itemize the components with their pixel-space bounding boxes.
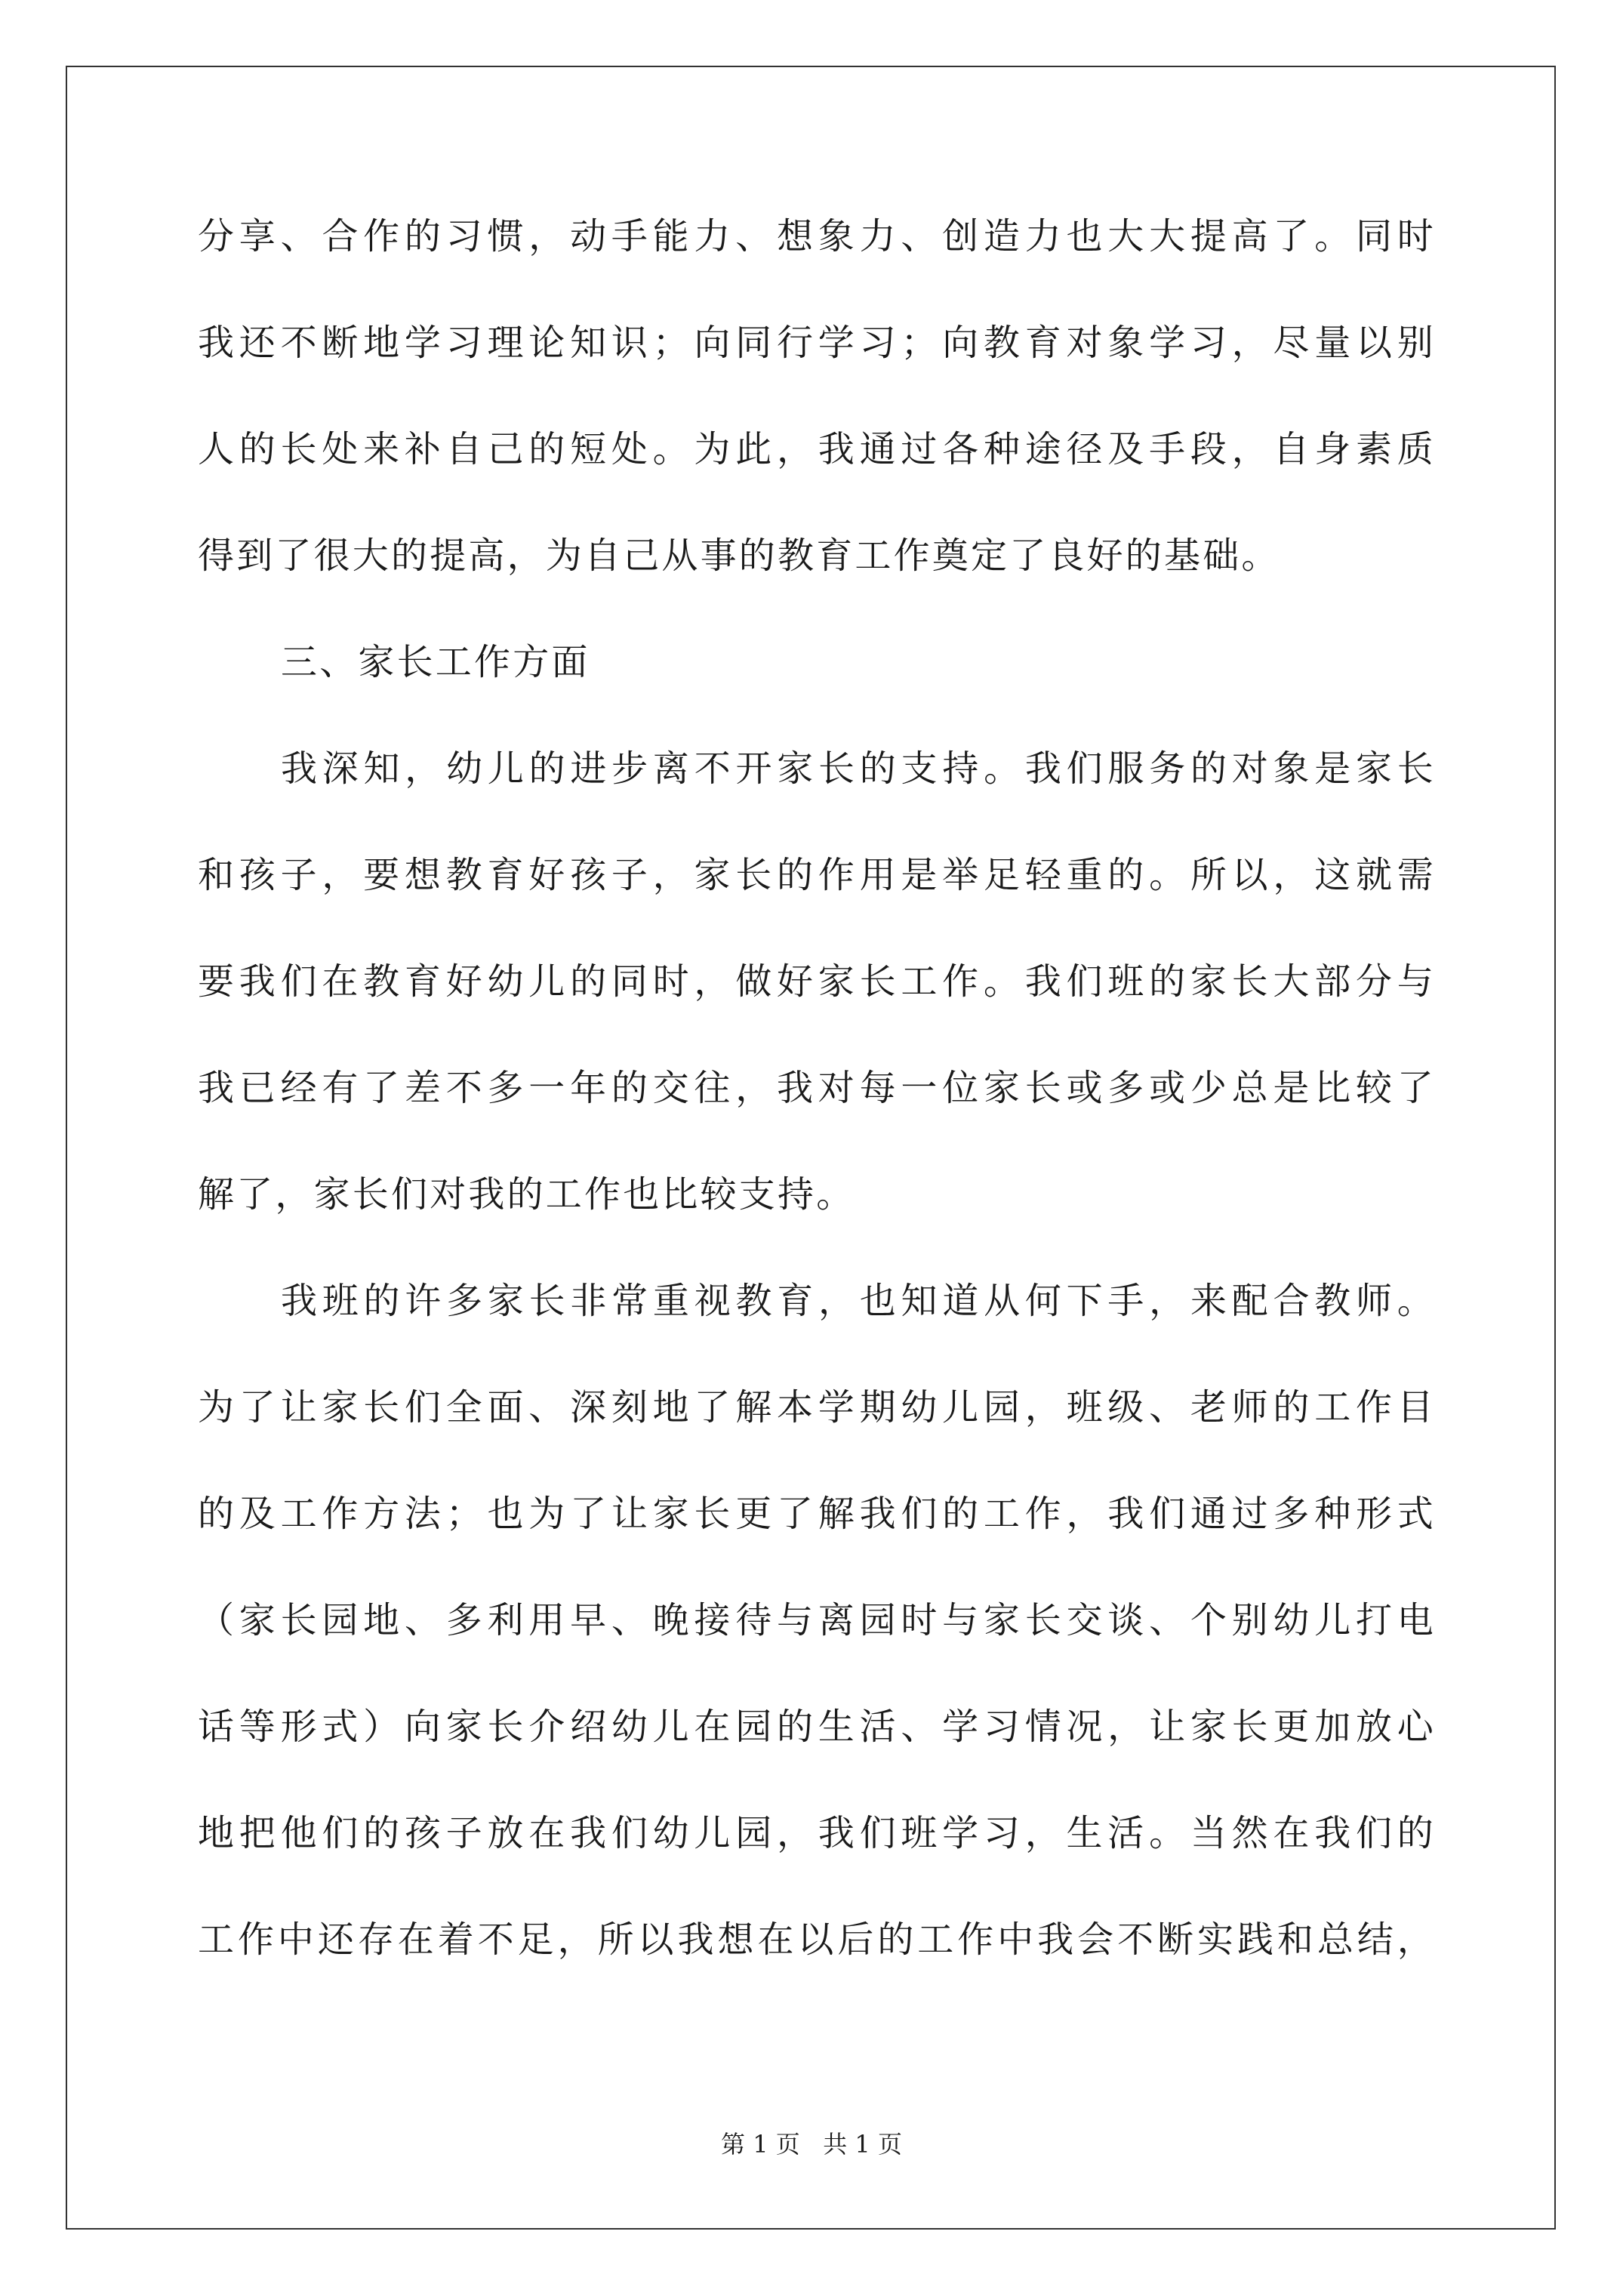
text-line: 我深知，幼儿的进步离不开家长的支持。我们服务的对象是家长 [281, 747, 1436, 790]
text-line: 为了让家长们全面、深刻地了解本学期幼儿园，班级、老师的工作目 [198, 1386, 1436, 1428]
text-line: （家长园地、多利用早、晚接待与离园时与家长交谈、个别幼儿打电 [198, 1599, 1436, 1641]
document-body [198, 214, 1436, 2023]
text-line: 工作中还存在着不足，所以我想在以后的工作中我会不断实践和总结， [198, 1918, 1436, 1961]
text-line: 我还不断地学习理论知识；向同行学习；向教育对象学习，尽量以别 [198, 322, 1436, 364]
page-total: 共 1 页 [823, 2130, 902, 2159]
text-line: 得到了很大的提高，为自己从事的教育工作奠定了良好的基础。 [198, 535, 1280, 577]
text-line: 我班的许多家长非常重视教育，也知道从何下手，来配合教师。 [281, 1280, 1436, 1322]
text-line: 地把他们的孩子放在我们幼儿园，我们班学习，生活。当然在我们的 [198, 1812, 1436, 1854]
text-line: 话等形式）向家长介绍幼儿在园的生活、学习情况，让家长更加放心 [198, 1706, 1436, 1748]
text-line: 解了，家长们对我的工作也比较支持。 [198, 1173, 855, 1216]
text-line: 我已经有了差不多一年的交往，我对每一位家长或多或少总是比较了 [198, 1067, 1436, 1109]
page-footer [0, 2129, 1623, 2159]
text-line: 人的长处来补自己的短处。为此，我通过各种途径及手段，自身素质 [198, 428, 1436, 470]
text-line: 分享、合作的习惯，动手能力、想象力、创造力也大大提高了。同时 [198, 215, 1436, 257]
text-line: 的及工作方法；也为了让家长更了解我们的工作，我们通过多种形式 [198, 1493, 1436, 1535]
page-number: 第 1 页 [721, 2130, 800, 2159]
text-line: 和孩子，要想教育好孩子，家长的作用是举足轻重的。所以，这就需 [198, 854, 1436, 896]
text-line: 要我们在教育好幼儿的同时，做好家长工作。我们班的家长大部分与 [198, 960, 1436, 1003]
section-heading: 三、家长工作方面 [281, 641, 590, 683]
